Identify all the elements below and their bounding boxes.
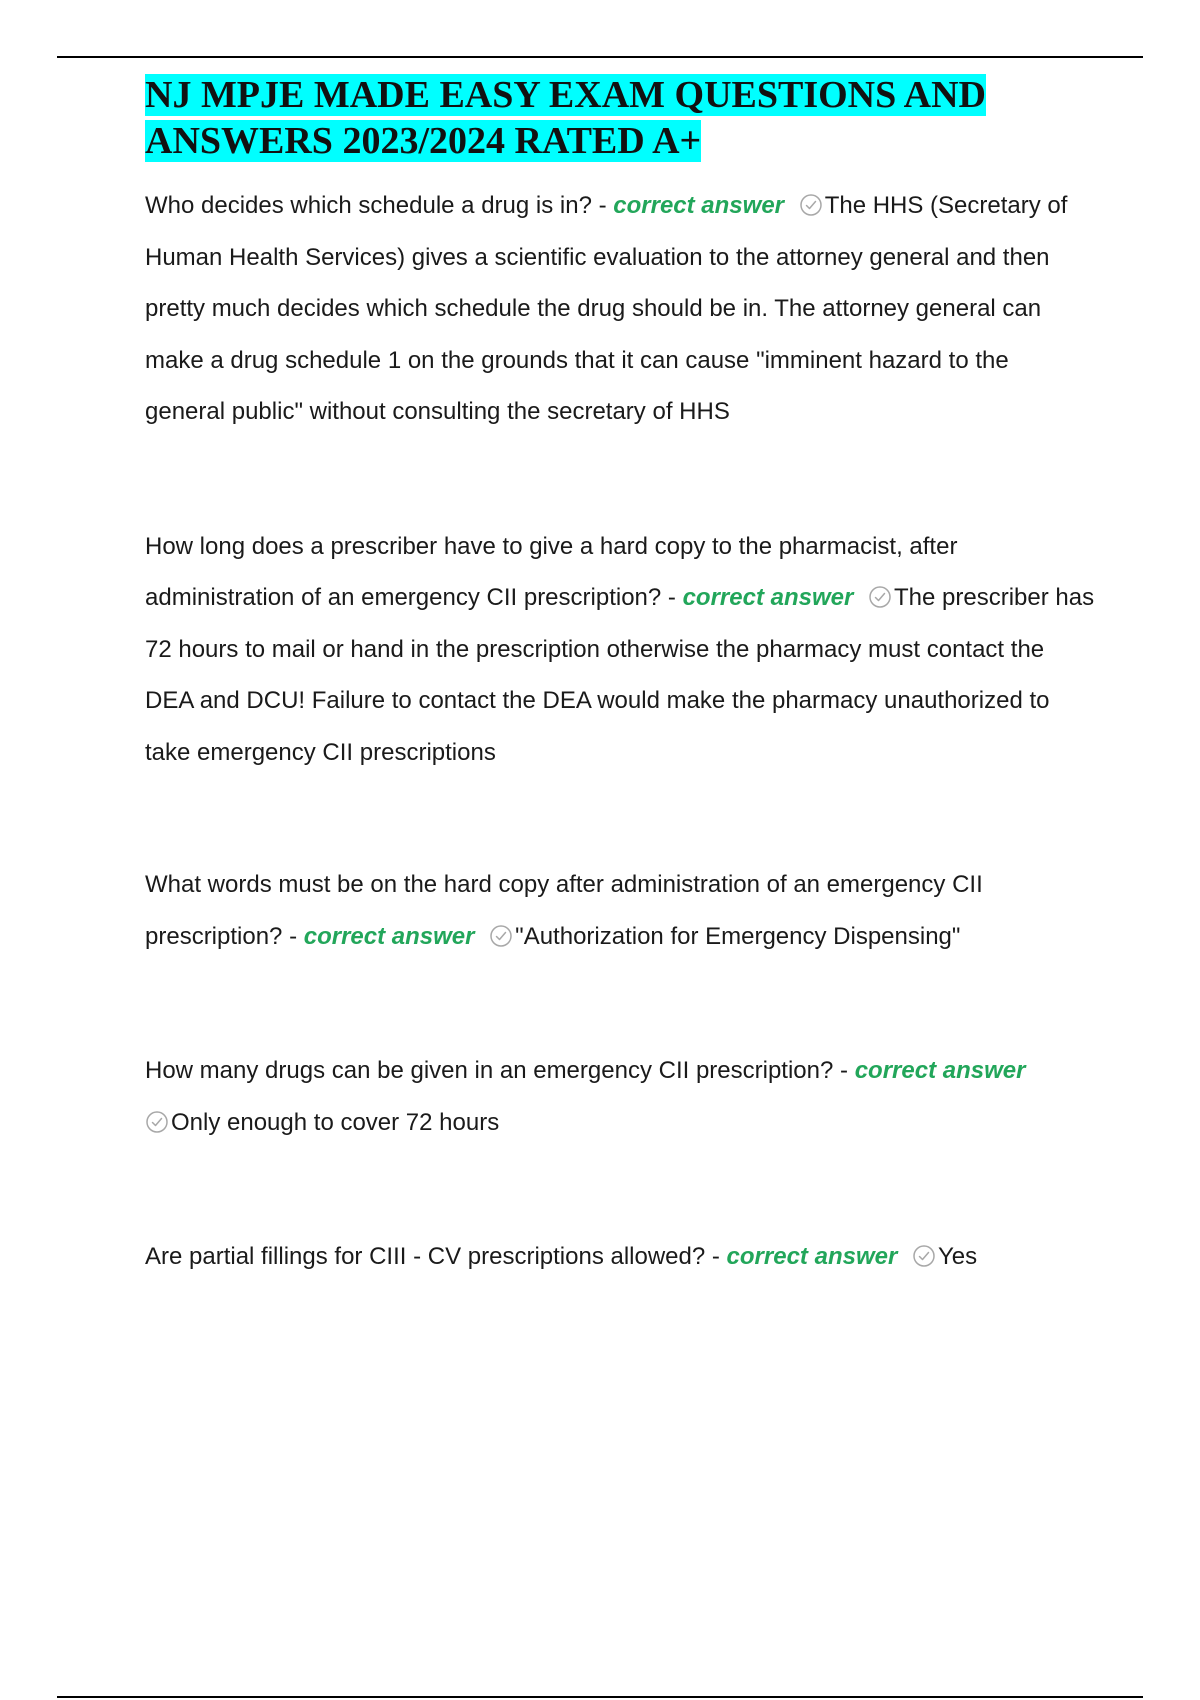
correct-answer-label: correct answer bbox=[682, 584, 854, 611]
answer-text: "Authorization for Emergency Dispensing" bbox=[515, 922, 961, 950]
document-title bbox=[145, 72, 1095, 164]
qa-item: How long does a prescriber have to give a hard copy to the pharmacist, after administration of an emergency CII prescription? - correct answer The prescriber has 72 hours to mail or hand in the prescription otherwise the pharmacy must contact the DEA and DCU! Failure to contact the DEA would make the pharmacy unauthorized to take emergency CII prescriptions bbox=[145, 532, 1095, 766]
correct-answer-label: correct answer bbox=[726, 1243, 898, 1270]
answer-text: The HHS (Secretary of Human Health Services) gives a scientific evaluation to the attorney general and then pretty much decides which schedule the drug should be in. The attorney general can make a drug schedule 1 on the grounds that it can cause "imminent hazard to the general public" without consulting the secretary of HHS bbox=[145, 192, 1068, 425]
checkmark-circle-icon bbox=[145, 1110, 169, 1134]
answer-text: The prescriber has 72 hours to mail or hand in the prescription otherwise the pharmacy must contact the DEA and DCU! Failure to contact the DEA would make the pharmacy unauthorized to take emergency CII prescriptions bbox=[145, 584, 1095, 766]
correct-answer-label: correct answer bbox=[854, 1057, 1026, 1084]
question-text: Are partial fillings for CIII - CV prescriptions allowed? bbox=[145, 1243, 706, 1270]
bottom-rule bbox=[57, 1696, 1143, 1698]
checkmark-circle-icon bbox=[489, 924, 513, 948]
question-text: What words must be on the hard copy after administration of an emergency CII prescription? bbox=[145, 871, 983, 950]
qa-item: Are partial fillings for CIII - CV prescriptions allowed? - correct answer Yes bbox=[145, 1243, 978, 1270]
correct-answer-label: correct answer bbox=[613, 192, 785, 219]
top-rule bbox=[57, 56, 1143, 58]
question-text: How long does a prescriber have to give a hard copy to the pharmacist, after administration of an emergency CII prescription? bbox=[145, 532, 958, 611]
qa-item: What words must be on the hard copy after administration of an emergency CII prescription? - correct answer "Authorization for Emergency Dispensing" bbox=[145, 871, 983, 950]
answer-text: Yes bbox=[937, 1243, 978, 1270]
answer-text: Only enough to cover 72 hours bbox=[171, 1108, 500, 1136]
checkmark-circle-icon bbox=[799, 193, 823, 217]
checkmark-circle-icon bbox=[868, 585, 892, 609]
title-highlight: NJ MPJE MADE EASY EXAM QUESTIONS AND ANSWERS 2023/2024 RATED A+ bbox=[145, 74, 986, 162]
question-text: Who decides which schedule a drug is in? bbox=[145, 192, 592, 219]
qa-item: Who decides which schedule a drug is in? - correct answer The HHS (Secretary of Human Health Services) gives a scientific evaluation to the attorney general and then pretty much decides which schedule the drug should be in. The attorney general can make a drug schedule 1 on the grounds that it can cause "imminent hazard to the general public" without consulting the secretary of HHS bbox=[145, 192, 1068, 425]
question-text: How many drugs can be given in an emergency CII prescription? bbox=[145, 1057, 834, 1084]
document-page bbox=[145, 72, 1095, 1283]
qa-item: How many drugs can be given in an emergency CII prescription? - correct answer Only enough to cover 72 hours bbox=[145, 1057, 1026, 1136]
correct-answer-label: correct answer bbox=[303, 922, 475, 950]
checkmark-circle-icon bbox=[912, 1244, 936, 1268]
